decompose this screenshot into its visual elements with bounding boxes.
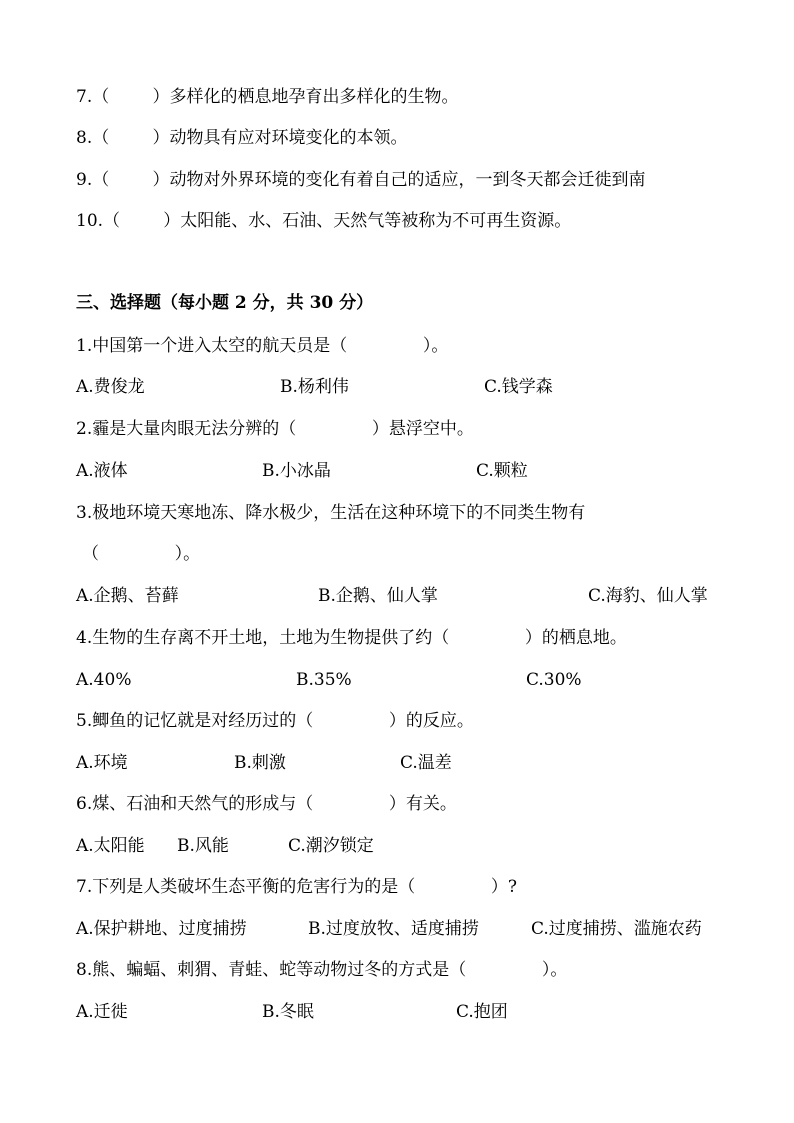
question-3-option-a: A.企鹅、苔藓 (76, 586, 179, 606)
question-1-option-a: A.费俊龙 (76, 377, 145, 397)
question-4-option-a: A.40% (76, 670, 132, 690)
question-2-option-a: A.液体 (76, 461, 128, 481)
question-2-option-c: C.颗粒 (476, 461, 528, 481)
question-4-option-c: C.30% (526, 670, 582, 690)
question-5-option-b: B.刺激 (234, 753, 286, 773)
section-heading: 三、选择题（每小题 2 分，共 30 分） (76, 293, 374, 313)
judgement-item-8: 8.（ ）动物具有应对环境变化的本领。 (76, 128, 408, 148)
question-8-option-c: C.抱团 (456, 1002, 508, 1022)
question-3-option-b: B.企鹅、仙人掌 (318, 586, 438, 606)
question-5-option-c: C.温差 (400, 753, 452, 773)
question-6-option-a: A.太阳能 (76, 836, 145, 856)
question-4-option-b: B.35% (296, 670, 352, 690)
question-3-option-c: C.海豹、仙人掌 (588, 586, 708, 606)
judgement-item-9: 9.（ ）动物对外界环境的变化有着自己的适应，一到冬天都会迁徙到南 (76, 170, 646, 190)
question-1-option-c: C.钱学森 (484, 377, 553, 397)
question-2-option-b: B.小冰晶 (262, 461, 331, 481)
question-1-stem: 1.中国第一个进入太空的航天员是（ ）。 (76, 336, 449, 356)
question-4-stem: 4.生物的生存离不开土地，土地为生物提供了约（ ）的栖息地。 (76, 628, 627, 648)
question-7-stem: 7.下列是人类破坏生态平衡的危害行为的是（ ）? (76, 877, 517, 897)
question-2-stem: 2.霾是大量肉眼无法分辨的（ ）悬浮空中。 (76, 419, 474, 439)
judgement-item-10: 10.（ ）太阳能、水、石油、天然气等被称为不可再生资源。 (76, 211, 572, 231)
question-3-stem: 3.极地环境天寒地冻、降水极少，生活在这种环境下的不同类生物有 (76, 503, 586, 523)
question-8-option-a: A.迁徙 (76, 1002, 128, 1022)
question-5-stem: 5.鲫鱼的记忆就是对经历过的（ ）的反应。 (76, 711, 474, 731)
question-7-option-a: A.保护耕地、过度捕捞 (76, 919, 247, 939)
question-8-option-b: B.冬眠 (262, 1002, 314, 1022)
question-3-stem-continuation: （ ）。 (82, 544, 201, 564)
question-5-option-a: A.环境 (76, 753, 128, 773)
question-6-stem: 6.煤、石油和天然气的形成与（ ）有关。 (76, 794, 457, 814)
question-7-option-b: B.过度放牧、适度捕捞 (308, 919, 479, 939)
question-6-option-b: B.风能 (177, 836, 229, 856)
question-7-option-c: C.过度捕捞、滥施农药 (531, 919, 702, 939)
question-8-stem: 8.熊、蝙蝠、刺猬、青蛙、蛇等动物过冬的方式是（ ）。 (76, 960, 568, 980)
question-6-option-c: C.潮汐锁定 (288, 836, 374, 856)
judgement-item-7: 7.（ ）多样化的栖息地孕育出多样化的生物。 (76, 87, 459, 107)
question-1-option-b: B.杨利伟 (280, 377, 349, 397)
